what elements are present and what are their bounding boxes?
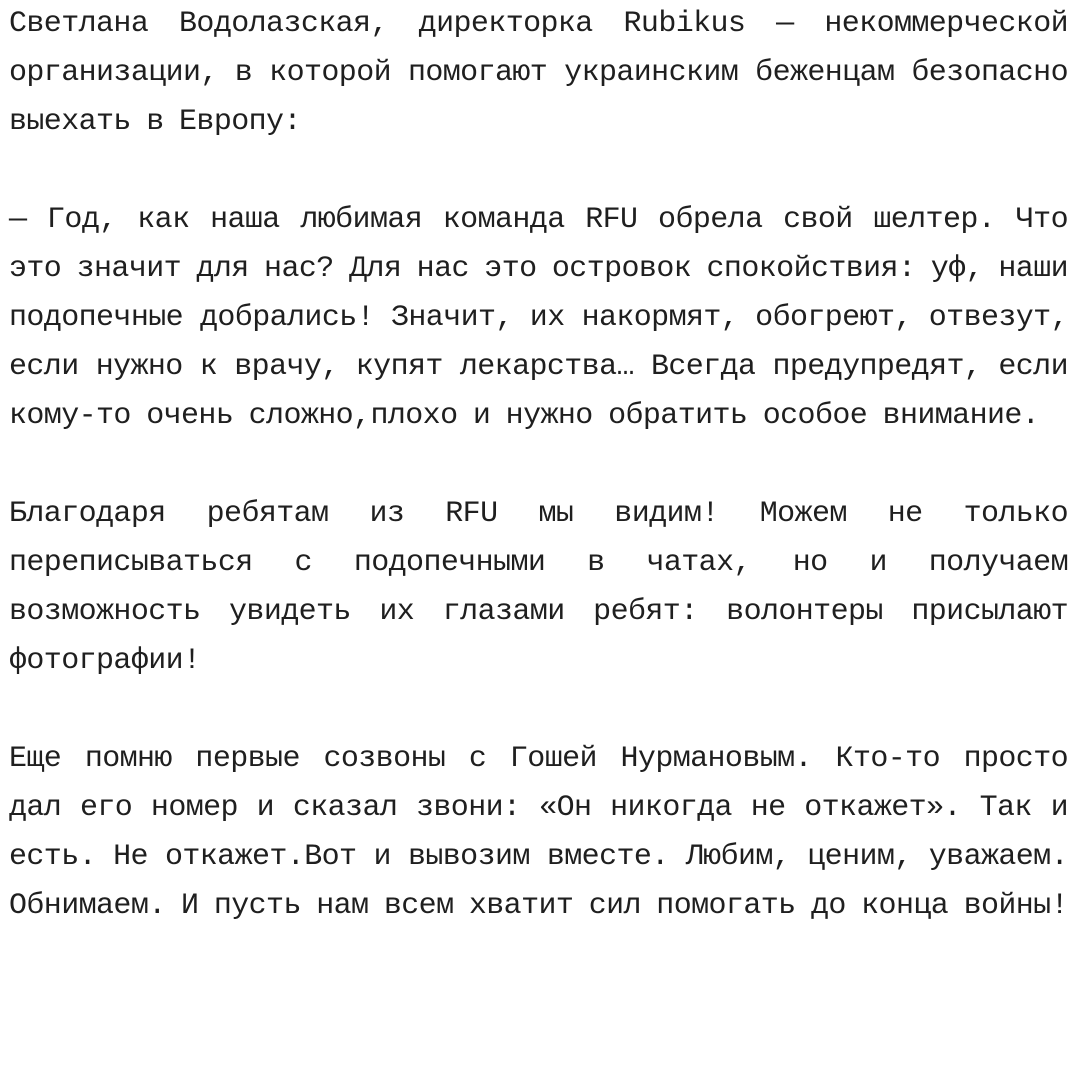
paragraph-quote-closing: Еще помню первые созвоны с Гошей Нурмановым. Кто-то просто дал его номер и сказал звони: «Он никогда не откажет». Так и есть. Не откажет.Вот и вывозим вместе. Любим, ценим, уважаем. Обнимаем. И пусть нам всем хватит сил помогать до конца войны! [9,742,1068,923]
paragraph-intro: Светлана Водолазская, директорка Rubikus — некоммерческой организации, в которой помогают украинским беженцам безопасно выехать в Европу: [9,7,1068,139]
paragraph-quote-photos: Благодаря ребятам из RFU мы видим! Можем не только переписываться с подопечными в чатах, но и получаем возможность увидеть их глазами ребят: волонтеры присылают фотографии! [9,497,1068,678]
document-body [9,0,1068,931]
paragraph-quote-shelter: — Год, как наша любимая команда RFU обрела свой шелтер. Что это значит для нас? Для нас это островок спокойствия: уф, наши подопечные добрались! Значит, их накормят, обогреют, отвезут, если нужно к врачу, купят лекарства… Всегда предупредят, если кому-то очень сложно,плохо и нужно обратить особое внимание. [9,203,1068,433]
